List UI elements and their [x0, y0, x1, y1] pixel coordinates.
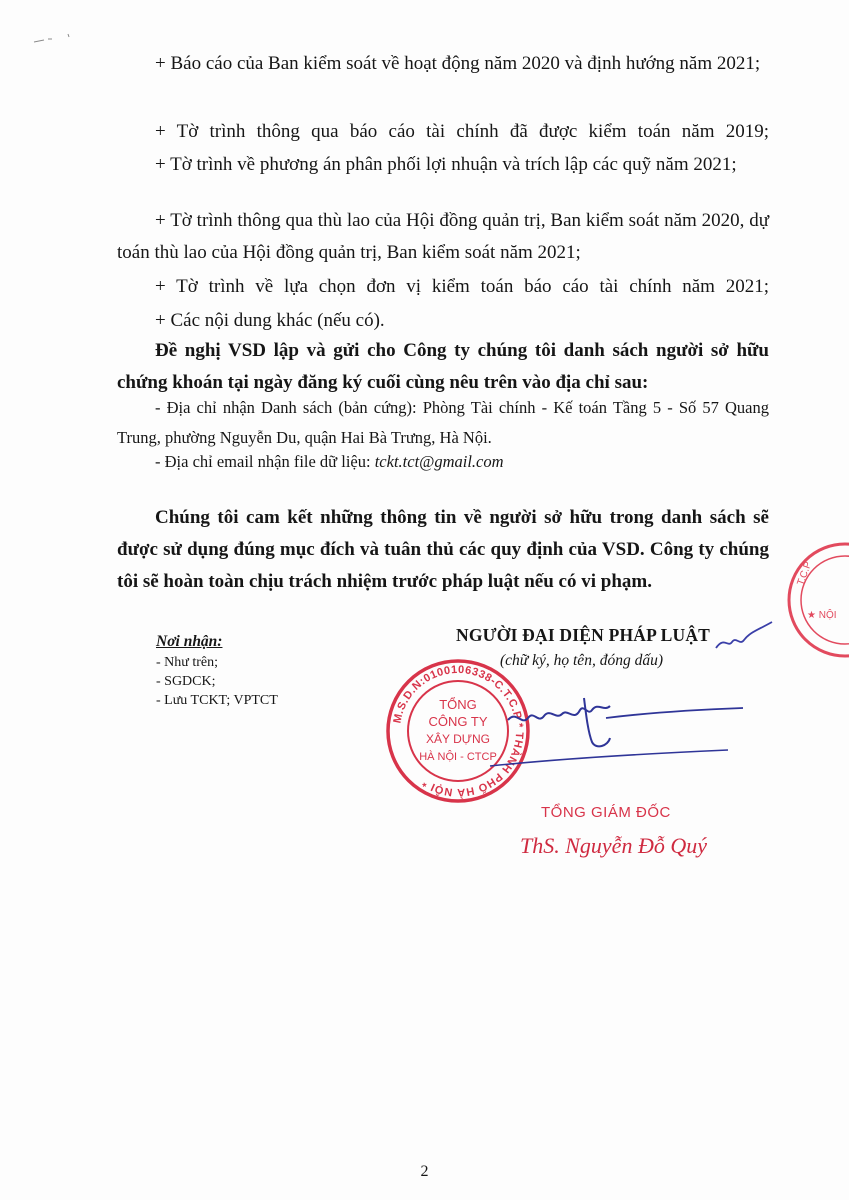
commitment-paragraph: Chúng tôi cam kết những thông tin về người sở hữu trong danh sách sẽ được sử dụng đúng mục đích và tuân thủ các quy định của VSD. Công ty chúng tôi sẽ hoàn toàn chịu trách nhiệm trước pháp luật nếu có vi phạm. [117, 507, 769, 592]
seal-line-1: TỔNG [439, 697, 477, 712]
agenda-item-profit-distribution: + Tờ trình về phương án phân phối lợi nhuận và trích lập các quỹ năm 2021; [155, 154, 737, 175]
agenda-item-supervisory-report: + Báo cáo của Ban kiểm soát về hoạt động năm 2020 và định hướng năm 2021; [155, 53, 761, 74]
position-title: TỔNG GIÁM ĐỐC [541, 804, 671, 821]
recipient-item: - SGDCK; [156, 674, 216, 689]
recipients-block [156, 632, 278, 710]
agenda-item-auditor-selection: + Tờ trình về lựa chọn đơn vị kiểm toán báo cáo tài chính năm 2021; [155, 276, 769, 297]
request-paragraph: Đề nghị VSD lập và gửi cho Công ty chúng tôi danh sách người sở hữu chứng khoán tại ngày đăng ký cuối cùng nêu trên vào địa chỉ sau: [117, 340, 769, 393]
partial-stamp-right [771, 540, 849, 660]
initials-signature [714, 618, 774, 654]
svg-text:★ NỘI: ★ NỘI [807, 610, 837, 621]
svg-text:T.C.P: T.C.P [795, 560, 815, 588]
signer-name: ThS. Nguyễn Đỗ Quý [520, 833, 707, 858]
address-line: - Địa chỉ nhận Danh sách (bản cứng): Phòng Tài chính - Kế toán Tầng 5 - Số 57 Quang Trung, phường Nguyễn Du, quận Hai Bà Trưng, Hà Nội. [117, 398, 769, 447]
director-signature [488, 680, 748, 770]
scan-artifact [30, 30, 80, 50]
recipients-title: Nơi nhận: [156, 633, 223, 650]
legal-representative-title: NGƯỜI ĐẠI DIỆN PHÁP LUẬT [456, 625, 711, 645]
email-line [117, 447, 769, 477]
recipient-item: - Như trên; [156, 655, 219, 670]
agenda-item-financial-statements: + Tờ trình thông qua báo cáo tài chính đã được kiểm toán năm 2019; [155, 121, 769, 142]
page-number: 2 [420, 1163, 429, 1180]
seal-line-2: CÔNG TY [428, 714, 488, 729]
agenda-item-remuneration: + Tờ trình thông qua thù lao của Hội đồng quản trị, Ban kiểm soát năm 2020, dự toán thù lao của Hội đồng quản trị, Ban kiểm soát năm 2021; [117, 210, 769, 263]
email-label: - Địa chỉ email nhận file dữ liệu: [155, 452, 375, 471]
seal-ring-text: M.S.D.N:0100106338-C.T.C.P * THÀNH PHỐ HÀ NỘI * [391, 663, 526, 799]
email-address: tckt.tct@gmail.com [374, 452, 504, 471]
recipient-item: - Lưu TCKT; VPTCT [156, 693, 278, 708]
seal-line-3: XÂY DỰNG [425, 732, 491, 746]
agenda-item-other: + Các nội dung khác (nếu có). [155, 310, 385, 331]
signature-instruction: (chữ ký, họ tên, đóng dấu) [500, 652, 663, 669]
seal-line-4: HÀ NỘI - CTCP [419, 751, 497, 763]
